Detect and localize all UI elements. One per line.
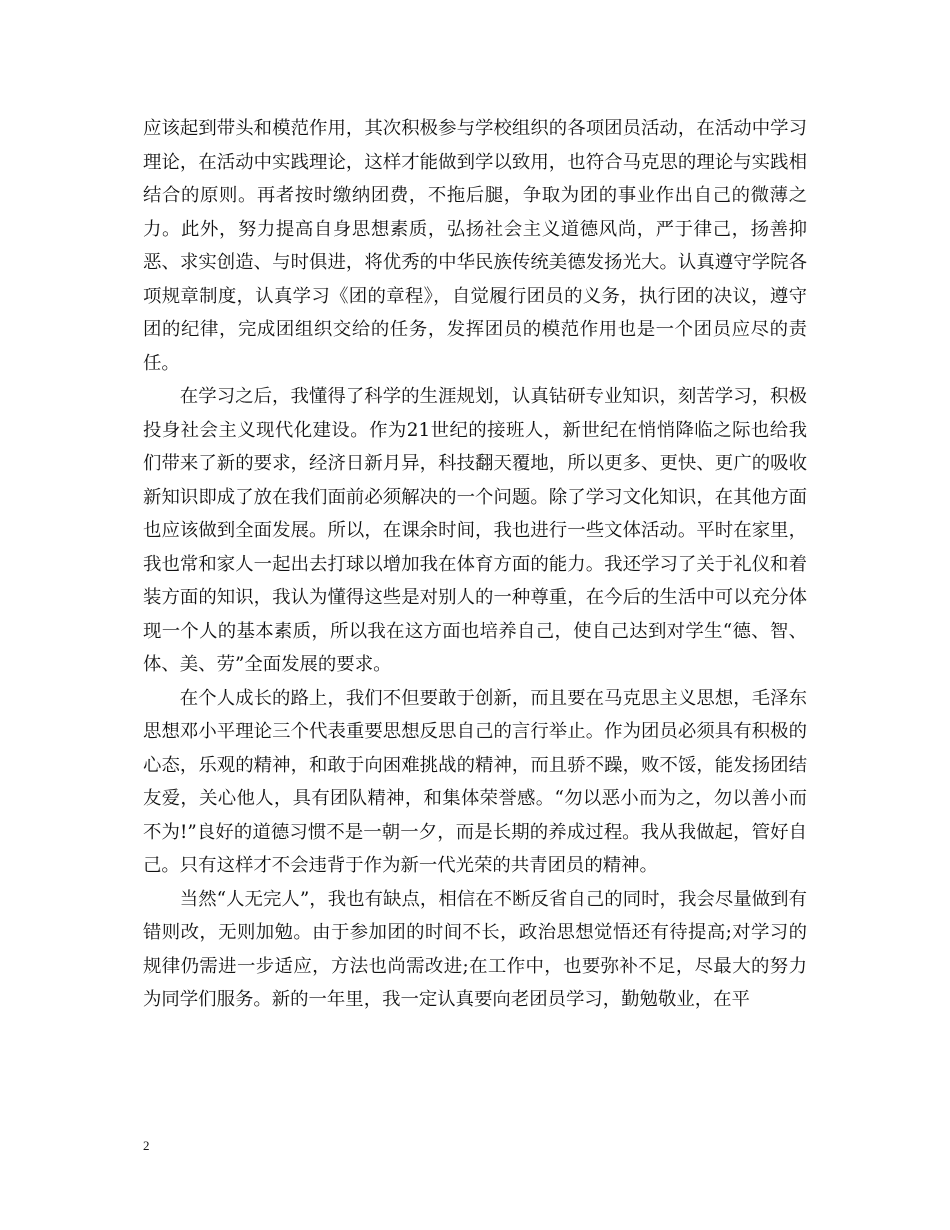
paragraph-1: 应该起到带头和模范作用，其次积极参与学校组织的各项团员活动，在活动中学习理论，在活动中实践理论，这样才能做到学以致用，也符合马克思的理论与实践相结合的原则。再者按时缴纳团费，不拖后腿，争取为团的事业作出自己的微薄之力。此外，努力提高自身思想素质，弘扬社会主义道德风尚，严于律己，扬善抑恶、求实创造、与时俱进，将优秀的中华民族传统美德发扬光大。认真遵守学院各项规章制度，认真学习《团的章程》，自觉履行团员的义务，执行团的决议，遵守团的纪律，完成团组织交给的任务，发挥团员的模范作用也是一个团员应尽的责任。 <box>143 118 807 374</box>
page-number: 2 <box>143 1138 150 1153</box>
paragraph-4: 当然“人无完人”，我也有缺点，相信在不断反省自己的同时，我会尽量做到有错则改，无则加勉。由于参加团的时间不长，政治思想觉悟还有待提高;对学习的规律仍需进一步适应，方法也尚需改进;在工作中，也要弥补不足，尽最大的努力为同学们服务。新的一年里，我一定认真要向老团员学习，勤勉敬业，在平 <box>143 888 807 1010</box>
document-body <box>143 112 807 1017</box>
paragraph-2: 在学习之后，我懂得了科学的生涯规划，认真钻研专业知识，刻苦学习，积极投身社会主义现代化建设。作为21世纪的接班人，新世纪在悄悄降临之际也给我们带来了新的要求，经济日新月异，科技翻天覆地，所以更多、更快、更广的吸收新知识即成了放在我们面前必须解决的一个问题。除了学习文化知识，在其他方面也应该做到全面发展。所以，在课余时间，我也进行一些文体活动。平时在家里，我也常和家人一起出去打球以增加我在体育方面的能力。我还学习了关于礼仪和着装方面的知识，我认为懂得这些是对别人的一种尊重，在今后的生活中可以充分体现一个人的基本素质，所以我在这方面也培养自己，使自己达到对学生“德、智、体、美、劳”全面发展的要求。 <box>143 386 807 675</box>
paragraph-3: 在个人成长的路上，我们不但要敢于创新，而且要在马克思主义思想，毛泽东思想邓小平理论三个代表重要思想反思自己的言行举止。作为团员必须具有积极的心态，乐观的精神，和敢于向困难挑战的精神，而且骄不躁，败不馁，能发扬团结友爱，关心他人，具有团队精神，和集体荣誉感。“勿以恶小而为之，勿以善小而不为!”良好的道德习惯不是一朝一夕，而是长期的养成过程。我从我做起，管好自己。只有这样才不会违背于作为新一代光荣的共青团员的精神。 <box>143 687 807 876</box>
